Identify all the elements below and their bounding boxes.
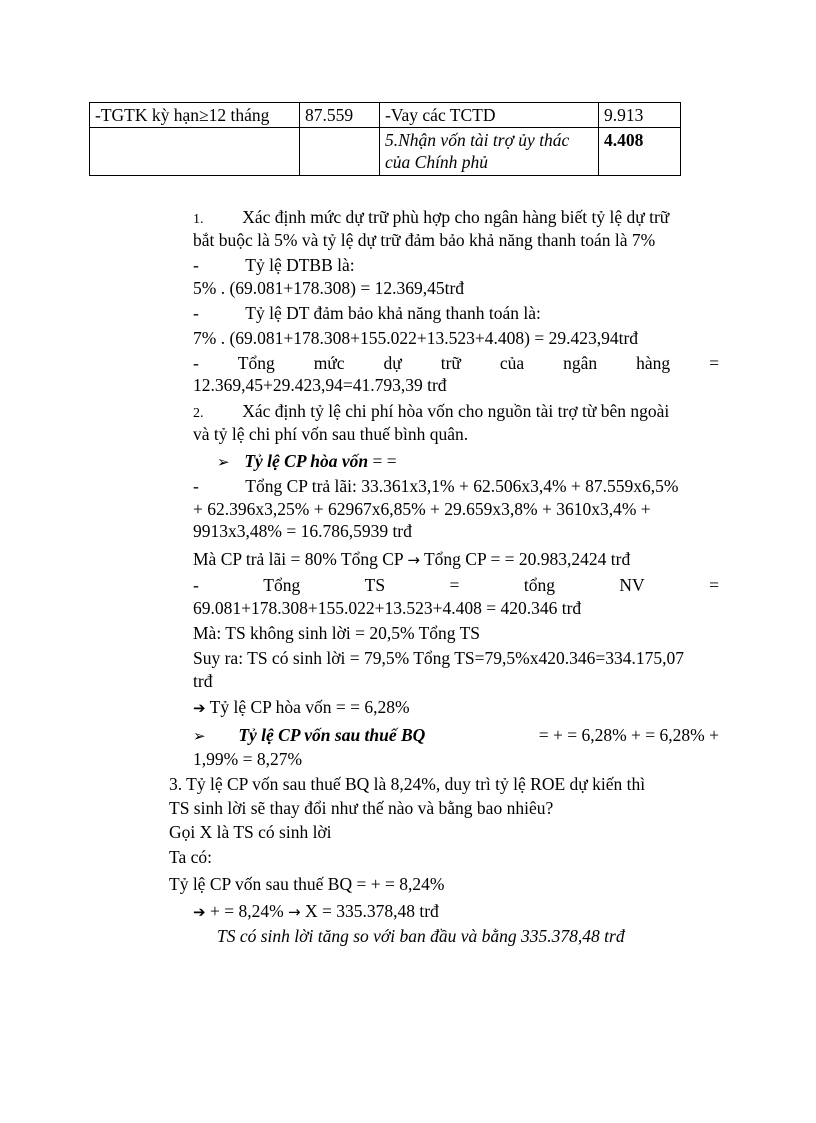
- breakeven-result-text: Tỷ lệ CP hòa vốn = = 6,28%: [205, 697, 410, 717]
- total-cp-text: Mà CP trả lãi = 80% Tổng CP: [193, 549, 408, 569]
- q2-breakeven-heading: [217, 450, 397, 474]
- q3-line5: Tỷ lệ CP vốn sau thuế BQ = + = 8,24%: [169, 874, 445, 894]
- q1-text-cont: bắt buộc là 5% và tỷ lệ dự trữ đảm bảo khả năng thanh toán là 7%: [193, 230, 656, 250]
- dash: -: [193, 255, 199, 275]
- arrow-right-bold-icon: ➔: [193, 903, 206, 921]
- dtbb-calc: 5% . (69.081+178.308) = 12.369,45trđ: [193, 278, 465, 298]
- breakeven-eq: = =: [368, 451, 397, 471]
- q1-dtbb-row: [193, 254, 355, 277]
- breakeven-title: Tỷ lệ CP hòa vốn: [244, 451, 369, 471]
- ts-non-earning: Mà: TS không sinh lời = 20,5% Tổng TS: [193, 623, 480, 643]
- table-row: [90, 128, 681, 176]
- table-cell: 5.Nhận vốn tài trợ ủy thác của Chính phủ: [380, 128, 599, 176]
- balance-table: [89, 102, 681, 176]
- cp-line1: Tổng CP trả lãi: 33.361x3,1% + 62.506x3,4% + 87.559x6,5%: [245, 476, 679, 496]
- word: =: [709, 353, 719, 373]
- word: hàng: [636, 353, 671, 373]
- q3-solution: [193, 900, 439, 924]
- table-cell: [90, 128, 300, 176]
- word: =: [449, 575, 460, 595]
- ts-calc: 69.081+178.308+155.022+13.523+4.408 = 420.346 trđ: [193, 598, 582, 618]
- q1-number: 1.: [193, 212, 204, 227]
- total-cp-row: [193, 548, 630, 572]
- breakeven-result: [193, 696, 410, 720]
- cp-line3: 9913x3,48% = 16.786,5939 trđ: [193, 521, 412, 541]
- word: Tổng: [237, 353, 275, 373]
- word: -: [193, 575, 199, 595]
- ts-earning-unit: trđ: [193, 671, 213, 691]
- q3-x-result: X = 335.378,48 trđ: [300, 901, 439, 921]
- table-cell: [300, 128, 380, 176]
- q1-dt-row: [193, 302, 541, 325]
- arrow-right-bold-icon: ➔: [193, 699, 206, 717]
- q2-heading: [193, 400, 669, 426]
- q2-cp-row: [193, 475, 679, 498]
- bullet-arrow-icon: ➢: [217, 453, 230, 471]
- word: Tổng: [263, 575, 301, 595]
- q1-total-row: [193, 352, 719, 375]
- word: dự: [383, 353, 402, 373]
- table-cell: -TGTK kỳ hạn≥12 tháng: [90, 103, 300, 128]
- total-cp-result: Tổng CP = = 20.983,2424 trđ: [419, 549, 631, 569]
- dtbb-label: Tỷ lệ DTBB là:: [245, 255, 355, 275]
- cp-line2: + 62.396x3,25% + 62967x6,85% + 29.659x3,8% + 3610x3,4% +: [193, 499, 651, 519]
- aftertax-result: 1,99% = 8,27%: [193, 749, 303, 769]
- word: trữ: [440, 353, 461, 373]
- q3-conclusion: TS có sinh lời tăng so với ban đầu và bằng 335.378,48 trđ: [217, 926, 625, 946]
- ts-earning: Suy ra: TS có sinh lời = 79,5% Tổng TS=79,5%x420.346=334.175,07: [193, 648, 684, 668]
- ts-row: [193, 574, 719, 597]
- bullet-arrow-icon: ➢: [193, 727, 206, 745]
- table-cell: 9.913: [599, 103, 681, 128]
- table-row: [90, 103, 681, 128]
- word: TS: [364, 575, 386, 595]
- total-calc: 12.369,45+29.423,94=41.793,39 trđ: [193, 375, 447, 395]
- word: của: [499, 353, 525, 373]
- arrow-right-icon: →: [288, 903, 301, 921]
- table-cell: 87.559: [300, 103, 380, 128]
- word: =: [709, 575, 719, 595]
- aftertax-eq: = + = 6,28% + = 6,28% +: [538, 725, 719, 745]
- q3-line3: Gọi X là TS có sinh lời: [169, 822, 332, 842]
- q2-aftertax-heading: [193, 724, 719, 748]
- q3-line2: TS sinh lời sẽ thay đổi như thế nào và bằng bao nhiêu?: [169, 798, 554, 818]
- table-cell: -Vay các TCTD: [380, 103, 599, 128]
- dash: -: [193, 476, 199, 496]
- word: NV: [619, 575, 645, 595]
- q2-text: Xác định tỷ lệ chi phí hòa vốn cho nguồn tài trợ từ bên ngoài: [242, 401, 670, 421]
- word: ngân: [563, 353, 598, 373]
- q1-heading: [193, 206, 669, 232]
- word: mức: [313, 353, 345, 373]
- aftertax-title: Tỷ lệ CP vốn sau thuế BQ: [238, 725, 426, 745]
- dt-calc: 7% . (69.081+178.308+155.022+13.523+4.408) = 29.423,94trđ: [193, 328, 639, 348]
- arrow-right-icon: →: [407, 551, 420, 569]
- q1-text: Xác định mức dự trữ phù hợp cho ngân hàng biết tỷ lệ dự trữ: [242, 207, 670, 227]
- q2-text-cont: và tỷ lệ chi phí vốn sau thuế bình quân.: [193, 424, 469, 444]
- q2-number: 2.: [193, 406, 204, 421]
- dash: -: [193, 303, 199, 323]
- q3-line4: Ta có:: [169, 847, 212, 867]
- dt-label: Tỷ lệ DT đảm bảo khả năng thanh toán là:: [245, 303, 541, 323]
- word: tổng: [523, 575, 555, 595]
- q3-eq: + = 8,24%: [205, 901, 289, 921]
- word: -: [193, 353, 199, 373]
- table-cell: 4.408: [599, 128, 681, 176]
- q3-line1: 3. Tỷ lệ CP vốn sau thuế BQ là 8,24%, duy trì tỷ lệ ROE dự kiến thì: [169, 774, 646, 794]
